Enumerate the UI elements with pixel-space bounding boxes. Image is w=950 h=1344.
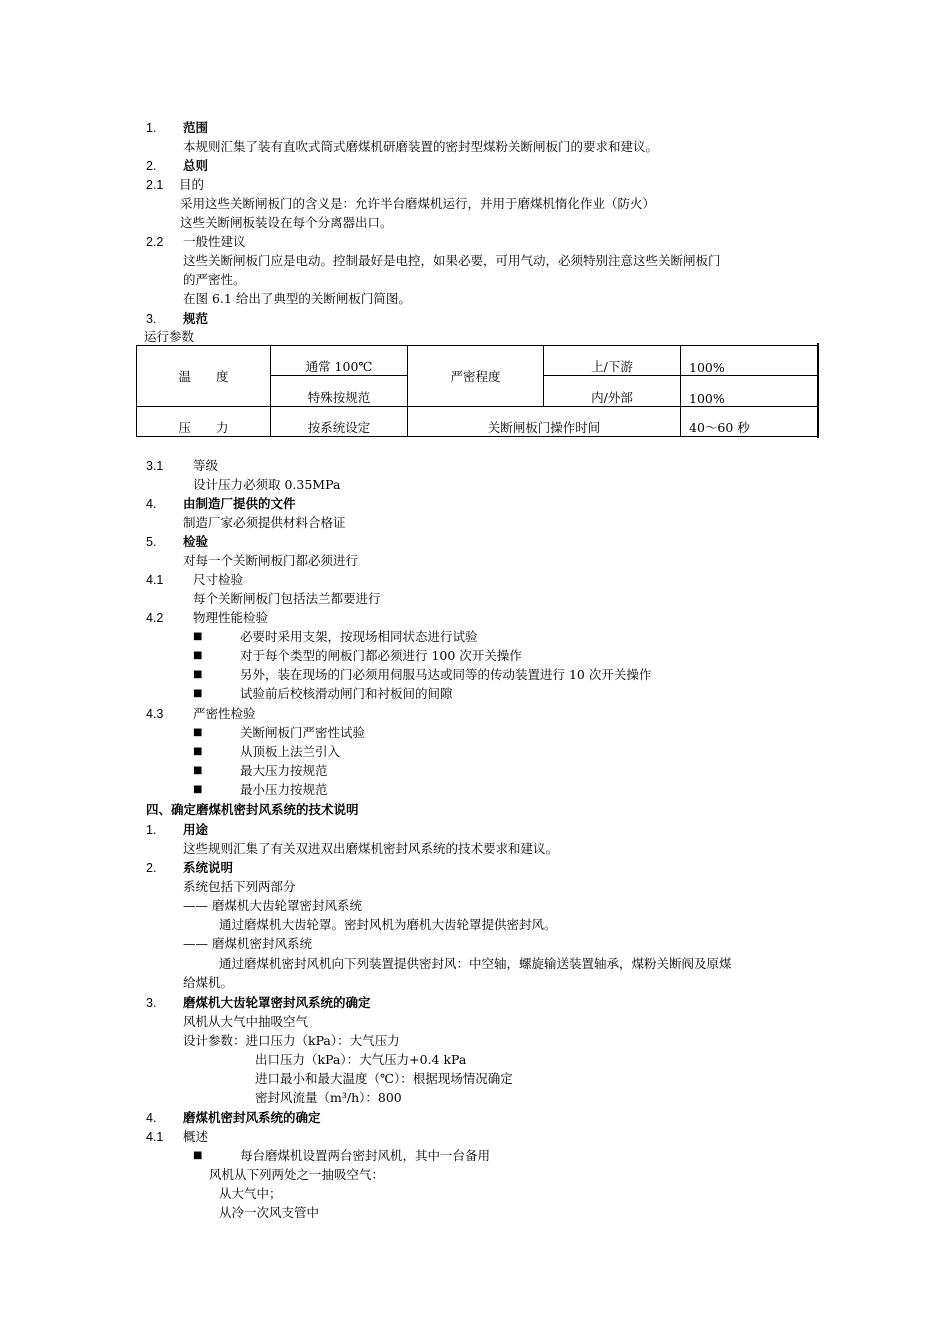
parameter-line: 密封风流量（m³/h）：800 xyxy=(255,1090,402,1105)
section-title: 范围 xyxy=(183,120,209,135)
paragraph: 制造厂家必须提供材料合格证 xyxy=(183,515,346,530)
paragraph: 设计压力必须取 0.35MPa xyxy=(193,477,341,492)
operating-parameters-table xyxy=(136,345,819,437)
paragraph: 对每一个关断闸板门都必须进行 xyxy=(183,553,359,568)
section-number: 1. xyxy=(146,121,157,135)
subsection-number: 3.1 xyxy=(146,459,164,473)
subsection-number: 4.1 xyxy=(146,1130,164,1144)
subsection-number: 2.1 xyxy=(146,178,164,192)
tightness-inout: 内/外部 xyxy=(544,376,681,406)
paragraph: 通过磨煤机大齿轮罩。密封风机为磨机大齿轮罩提供密封风。 xyxy=(219,917,557,932)
paragraph: 通过磨煤机密封风机向下列装置提供密封风：中空轴，螺旋输送装置轴承，煤粉关断阀及原煤 xyxy=(219,956,732,971)
paragraph: 系统包括下列两部分 xyxy=(183,879,296,894)
paragraph: 风机从下列两处之一抽吸空气： xyxy=(209,1167,385,1182)
section-number: 2. xyxy=(146,861,157,875)
subsection-title: 严密性检验 xyxy=(193,706,256,721)
list-item: 必要时采用支架，按现场相同状态进行试验 xyxy=(240,629,478,644)
bullet-icon: ■ xyxy=(193,1150,203,1161)
pressure-label: 压 力 xyxy=(137,406,271,436)
subsection-number: 4.1 xyxy=(146,573,164,587)
list-item: 从顶板上法兰引入 xyxy=(240,744,341,759)
paragraph: 采用这些关断闸板门的含义是：允许半台磨煤机运行，并用于磨煤机惰化作业（防火） xyxy=(180,196,656,211)
subsection-title: 一般性建议 xyxy=(183,234,246,249)
list-item: 关断闸板门严密性试验 xyxy=(240,725,366,740)
section-number: 2. xyxy=(146,159,157,173)
list-item: —— 磨煤机大齿轮罩密封风系统 xyxy=(183,898,362,913)
paragraph: 本规则汇集了装有直吹式筒式磨煤机研磨装置的密封型煤粉关断闸板门的要求和建议。 xyxy=(183,139,659,154)
tightness-label: 严密程度 xyxy=(408,346,544,407)
list-item: —— 磨煤机密封风系统 xyxy=(183,936,312,951)
temperature-label: 温 度 xyxy=(137,346,271,407)
section-number: 4. xyxy=(146,1111,157,1125)
paragraph: 从大气中； xyxy=(219,1186,282,1201)
subsection-title: 尺寸检验 xyxy=(193,572,244,587)
bullet-icon: ■ xyxy=(193,784,203,795)
paragraph: 在图 6.1 给出了典型的关断闸板门简图。 xyxy=(183,291,411,306)
section-number: 3. xyxy=(146,312,157,326)
bullet-icon: ■ xyxy=(193,727,203,738)
subsection-number: 4.3 xyxy=(146,707,164,721)
subsection-title: 物理性能检验 xyxy=(193,610,269,625)
list-item: 试验前后校核滑动闸门和衬板间的间隙 xyxy=(240,686,453,701)
section-title: 总则 xyxy=(183,158,209,173)
paragraph: 风机从大气中抽吸空气 xyxy=(183,1014,309,1029)
list-item: 最小压力按规范 xyxy=(240,782,328,797)
section-number: 5. xyxy=(146,535,157,549)
bullet-icon: ■ xyxy=(193,650,203,661)
section-title: 系统说明 xyxy=(183,860,234,875)
operation-time-value: 40～60 秒 xyxy=(681,406,819,436)
paragraph: 的严密性。 xyxy=(183,272,246,287)
temperature-special: 特殊按规范 xyxy=(271,376,408,406)
tightness-inout-value: 100% xyxy=(681,376,819,406)
subsection-title: 目的 xyxy=(179,177,205,192)
tightness-updown-value: 100% xyxy=(681,346,819,376)
paragraph: 这些关断闸板装设在每个分离器出口。 xyxy=(180,215,393,230)
list-item: 最大压力按规范 xyxy=(240,763,328,778)
section-title: 用途 xyxy=(183,822,209,837)
bullet-icon: ■ xyxy=(193,631,203,642)
subsection-number: 2.2 xyxy=(146,235,164,249)
section-number: 1. xyxy=(146,823,157,837)
paragraph: 给煤机。 xyxy=(183,975,234,990)
subsection-number: 4.2 xyxy=(146,611,164,625)
section-title: 磨煤机大齿轮罩密封风系统的确定 xyxy=(183,995,371,1010)
bullet-icon: ■ xyxy=(193,688,203,699)
parameter-line: 出口压力（kPa）：大气压力+0.4 kPa xyxy=(255,1052,467,1067)
table-right-border xyxy=(817,343,819,438)
list-item: 每台磨煤机设置两台密封风机，其中一台备用 xyxy=(240,1148,491,1163)
paragraph: 每个关断闸板门包括法兰都要进行 xyxy=(193,591,381,606)
parameter-line: 进口最小和最大温度（℃）：根据现场情况确定 xyxy=(255,1071,513,1086)
table-caption: 运行参数 xyxy=(144,329,195,344)
part-title: 四、确定磨煤机密封风系统的技术说明 xyxy=(146,802,359,817)
bullet-icon: ■ xyxy=(193,669,203,680)
section-title: 由制造厂提供的文件 xyxy=(183,496,296,511)
paragraph: 这些规则汇集了有关双进双出磨煤机密封风系统的技术要求和建议。 xyxy=(183,841,559,856)
paragraph: 这些关断闸板门应是电动。控制最好是电控，如果必要，可用气动，必须特别注意这些关断闸板门 xyxy=(183,253,721,268)
subsection-title: 等级 xyxy=(193,458,219,473)
section-number: 3. xyxy=(146,996,157,1010)
bullet-icon: ■ xyxy=(193,765,203,776)
parameter-line: 设计参数：进口压力（kPa）：大气压力 xyxy=(183,1033,400,1048)
section-title: 检验 xyxy=(183,534,209,549)
paragraph: 从冷一次风支管中 xyxy=(219,1205,320,1220)
section-title: 磨煤机密封风系统的确定 xyxy=(183,1110,321,1125)
operation-time-label: 关断闸板门操作时间 xyxy=(408,406,681,436)
section-number: 4. xyxy=(146,497,157,511)
temperature-normal: 通常 100℃ xyxy=(271,346,408,376)
tightness-updown: 上/下游 xyxy=(544,346,681,376)
pressure-value: 按系统设定 xyxy=(271,406,408,436)
subsection-title: 概述 xyxy=(183,1129,209,1144)
section-title: 规范 xyxy=(183,311,209,326)
list-item: 对于每个类型的闸板门都必须进行 100 次开关操作 xyxy=(240,648,522,663)
list-item: 另外，装在现场的门必须用伺服马达或同等的传动装置进行 10 次开关操作 xyxy=(240,667,652,682)
bullet-icon: ■ xyxy=(193,746,203,757)
